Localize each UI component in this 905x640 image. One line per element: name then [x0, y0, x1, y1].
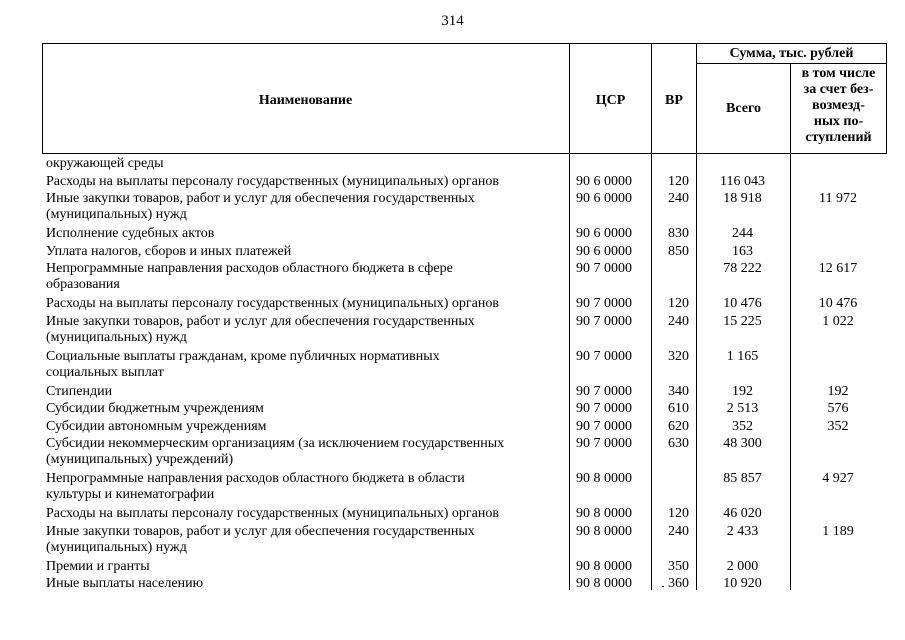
row-total: 163: [732, 243, 753, 259]
row-name-line: Расходы на выплаты персоналу государственных (муниципальных) органов: [46, 173, 499, 189]
row-name-line: Иные закупки товаров, работ и услуг для обеспечения государственных: [46, 191, 475, 206]
row-total: 15 225: [723, 313, 762, 329]
row-vr: 630: [668, 436, 689, 451]
row-name-line: Иные закупки товаров, работ и услуг для обеспечения государственных: [46, 313, 475, 329]
row-name: [46, 156, 566, 172]
row-name: [46, 191, 566, 223]
header-csr: ЦСР: [595, 93, 626, 108]
row-total: 2 433: [726, 523, 759, 539]
row-name-line: Непрограммные направления расходов областного бюджета в сфере: [46, 261, 453, 276]
row-name-line: Субсидии бюджетным учреждениям: [46, 401, 264, 416]
row-vr: 240: [668, 523, 689, 539]
row-csr: 90 7 0000: [576, 348, 632, 364]
row-name-line: образования: [46, 277, 120, 292]
row-name-line: (муниципальных) нужд: [46, 329, 187, 345]
row-name-line: Стипендии: [46, 383, 113, 399]
header-grant-line: ных по-: [813, 114, 864, 129]
row-total: 244: [732, 226, 753, 241]
sum-group-divider: [696, 63, 887, 64]
row-grant: 192: [827, 383, 849, 399]
row-name-line: Иные выплаты населению: [46, 576, 204, 591]
column-divider-csr: [569, 43, 570, 590]
row-name-line: социальных выплат: [46, 364, 164, 380]
row-csr: 90 8 0000: [576, 523, 632, 539]
header-grant-line: возмезд-: [812, 98, 865, 113]
header-right-border: [886, 43, 887, 154]
row-csr: 90 8 0000: [576, 558, 632, 574]
row-csr: 90 7 0000: [576, 296, 632, 311]
row-vr: 830: [668, 226, 689, 241]
row-csr: 90 6 0000: [576, 173, 632, 189]
row-name-line: Непрограммные направления расходов областного бюджета в области: [46, 471, 465, 486]
row-name-line: Расходы на выплаты персоналу государственных (муниципальных) органов: [46, 506, 499, 521]
table-top-border: [42, 43, 887, 44]
row-name-line: Расходы на выплаты персоналу государственных (муниципальных) органов: [46, 296, 499, 311]
row-total: 46 020: [723, 506, 762, 521]
row-csr: 90 7 0000: [576, 383, 632, 399]
row-grant: 1 022: [822, 313, 854, 329]
row-total: 10 476: [723, 296, 762, 311]
row-csr: 90 7 0000: [576, 418, 632, 434]
row-total: 85 857: [723, 471, 762, 486]
row-vr: 610: [668, 401, 689, 416]
row-total: 78 222: [723, 261, 762, 276]
row-name: [46, 261, 566, 293]
row-csr: 90 7 0000: [576, 261, 632, 276]
row-name: [46, 401, 566, 417]
header-grant-line: в том числе: [801, 66, 876, 81]
row-name: [46, 559, 566, 575]
row-name-line: Иные закупки товаров, работ и услуг для обеспечения государственных: [46, 523, 475, 539]
scan-mark: [662, 586, 664, 587]
row-name-line: (муниципальных) нужд: [46, 539, 187, 555]
row-grant: 352: [827, 418, 849, 434]
row-csr: 90 6 0000: [576, 226, 632, 241]
row-vr: 240: [668, 313, 689, 329]
row-csr: 90 8 0000: [576, 471, 632, 486]
header-total: Всего: [726, 101, 761, 116]
row-total: 48 300: [723, 436, 762, 451]
header-bottom-border: [42, 153, 887, 154]
row-grant: 4 927: [822, 471, 854, 486]
row-name: [46, 174, 566, 190]
row-name: [46, 384, 566, 400]
row-vr: 360: [668, 576, 689, 591]
row-grant: 11 972: [819, 191, 857, 206]
row-total: 2 513: [726, 401, 759, 416]
row-csr: 90 8 0000: [576, 506, 632, 521]
row-name: [46, 314, 566, 346]
row-grant: 576: [827, 401, 849, 416]
row-vr: 350: [668, 558, 689, 574]
header-vr: ВР: [665, 93, 683, 108]
row-name-line: Премии и гранты: [46, 558, 150, 574]
row-name: [46, 576, 566, 592]
row-name: [46, 524, 566, 556]
row-total: 10 920: [723, 576, 762, 591]
row-name-line: (муниципальных) нужд: [46, 207, 187, 222]
row-name: [46, 506, 566, 522]
row-total: 116 043: [720, 173, 765, 189]
row-vr: 620: [668, 418, 689, 434]
row-name-line: Уплата налогов, сборов и иных платежей: [46, 243, 292, 259]
row-name: [46, 436, 566, 468]
row-name-line: Субсидии некоммерческим организациям (за исключением государственных: [46, 436, 505, 451]
row-name-line: Субсидии автономным учреждениям: [46, 418, 267, 434]
row-vr: 240: [668, 191, 689, 206]
row-vr: 120: [668, 296, 689, 311]
row-vr: 320: [668, 348, 689, 364]
row-total: 2 000: [726, 558, 759, 574]
row-total: 352: [732, 418, 753, 434]
row-vr: 340: [668, 383, 689, 399]
row-grant: 1 189: [822, 523, 854, 539]
row-name-line: Исполнение судебных актов: [46, 226, 215, 241]
row-name: [46, 349, 566, 381]
page-number: 314: [441, 13, 464, 29]
header-grant-line: за счет без-: [803, 82, 874, 97]
row-csr: 90 6 0000: [576, 243, 632, 259]
row-total: 18 918: [723, 191, 762, 206]
row-total: 192: [732, 383, 753, 399]
row-total: 1 165: [726, 348, 759, 364]
row-name: [46, 244, 566, 260]
row-vr: 120: [668, 173, 689, 189]
row-grant: 10 476: [818, 296, 858, 311]
header-name: Наименование: [258, 93, 353, 108]
row-vr: 850: [668, 243, 689, 259]
header-sum-group: Сумма, тыс. рублей: [729, 46, 854, 61]
row-name-line: (муниципальных) учреждений): [46, 452, 234, 467]
row-name-line: Социальные выплаты гражданам, кроме публичных нормативных: [46, 348, 440, 364]
row-grant: 12 617: [818, 261, 858, 276]
header-grant-line: ступлений: [805, 130, 872, 145]
row-name: [46, 296, 566, 312]
row-name-line: окружающей среды: [46, 156, 164, 171]
row-csr: 90 7 0000: [576, 313, 632, 329]
row-csr: 90 6 0000: [576, 191, 632, 206]
row-csr: 90 8 0000: [576, 576, 632, 591]
row-csr: 90 7 0000: [576, 401, 632, 416]
row-name: [46, 419, 566, 435]
row-name: [46, 226, 566, 242]
row-csr: 90 7 0000: [576, 436, 632, 451]
row-name: [46, 471, 566, 503]
row-name-line: культуры и кинематографии: [46, 487, 215, 502]
header-grant: [791, 66, 886, 146]
row-vr: 120: [668, 506, 689, 521]
